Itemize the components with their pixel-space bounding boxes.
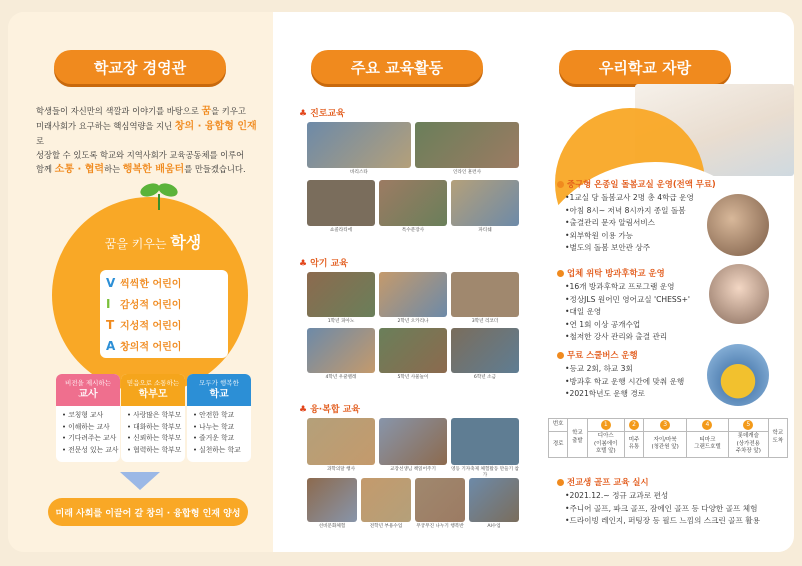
box-header [121, 374, 185, 406]
activity-photo [379, 180, 447, 226]
vita-text: 감성적 어린이 [120, 300, 182, 311]
list-item: • 등교 2회, 하교 3회 [565, 363, 684, 376]
box-item: • 코칭형 교사 [62, 411, 104, 419]
afterschool-list [565, 281, 690, 344]
golf-heading: 전교생 골프 교육 실시 [557, 476, 649, 488]
panel-principal-philosophy [8, 12, 273, 552]
activity-caption: 무궁무진 나누기 행복반 [416, 524, 464, 529]
vita-letter: V [106, 275, 116, 290]
vita-row [100, 335, 228, 356]
table-cell: 학교 도착 [768, 419, 787, 458]
panel2-title: 주요 교육활동 [311, 50, 483, 84]
list-item: • 방과후 학교 운행 시간에 맞춰 운행 [565, 376, 684, 389]
vita-letter: I [106, 296, 111, 311]
route-number: 3 [660, 420, 670, 430]
list-item: • 별도의 돌봄 보안관 상주 [565, 242, 694, 255]
table-cell: 학교 출발 [568, 419, 587, 458]
list-item: • 대일 운영 [565, 306, 690, 319]
panel3-title: 우리학교 자랑 [559, 50, 731, 84]
box-title: 학부모 [138, 389, 168, 400]
box-list [187, 406, 251, 456]
box-header [56, 374, 120, 406]
box-title: 학교 [209, 389, 229, 400]
activity-photo [451, 328, 519, 373]
goal-banner: 미래 사회를 이끌어 갈 창의 · 융합형 인재 양성 [48, 498, 248, 526]
circle-title: 꿈을 키우는 학생 [104, 233, 202, 252]
activity-caption: 6학년 소금 [473, 375, 497, 380]
activity-caption: 4학년 우쿨렐레 [325, 375, 357, 380]
table-cell [687, 419, 729, 432]
table-cell: 번호 [549, 419, 568, 432]
box-item: • 나누는 학교 [193, 422, 235, 431]
table-row [549, 419, 788, 432]
activity-caption: 2학년 오카리나 [397, 319, 429, 324]
vita-letter: A [106, 338, 116, 353]
list-item: • 2021.12.~ 정규 교과로 편성 [565, 490, 760, 503]
list-item: • 16개 방과후학교 프로그램 운영 [565, 281, 690, 294]
list-item: • 아침 8시~ 저녁 8시까지 종일 돌봄 [565, 205, 694, 218]
activity-caption: 전학년 부용수업 [369, 524, 403, 529]
vita-row [100, 293, 228, 314]
activity-photo [451, 180, 519, 226]
activity-photo [307, 122, 411, 168]
table-cell: 자이/마북 (청관원 앞) [644, 432, 687, 458]
route-number: 4 [702, 420, 712, 430]
list-item: • 드라이빙 레인지, 퍼팅장 등 필드 느낌의 스크린 골프 활용 [565, 515, 760, 528]
activity-photo [379, 418, 447, 465]
table-cell: 미주 유통 [624, 432, 643, 458]
list-item: • 연 1회 이상 공개수업 [565, 319, 690, 332]
route-number: 1 [601, 420, 611, 430]
activity-photo [307, 272, 375, 317]
sprout-icon [139, 180, 179, 210]
activity-photo [451, 272, 519, 317]
vita-list [100, 270, 228, 358]
community-box [121, 374, 185, 462]
activity-caption: 바리스타 [350, 170, 368, 175]
activity-photo [469, 478, 519, 522]
table-cell [728, 419, 768, 432]
community-box [187, 374, 251, 462]
box-item: • 신뢰하는 학부모 [127, 434, 182, 442]
box-item: • 협력하는 학부모 [127, 445, 182, 454]
activity-caption: 5학년 사물놀이 [397, 375, 429, 380]
activity-heading: ♣ 진로교육 [299, 106, 345, 119]
activity-photo [307, 328, 375, 373]
intro-text: 학생들이 자신만의 색깔과 이야기를 바탕으로 꿈을 키우고 미래사회가 요구하는 핵심역량을 지닌 창의 · 융합형 인재로 성장할 수 있도록 학교와 지역사회가 교육공동체를 이루어 함께 소통 · 협력하는 행복한 배움터를 만들겠습니다. [36, 106, 257, 175]
activity-caption: 인라인 훈련사 [452, 170, 482, 175]
activity-photo [307, 478, 357, 522]
vita-letter: T [106, 317, 115, 332]
box-header [187, 374, 251, 406]
brochure-frame [8, 12, 794, 552]
afterschool-heading: 업체 위탁 방과후학교 운영 [557, 267, 665, 279]
list-item: • 외부학원 이용 가능 [565, 230, 694, 243]
table-cell: 경로 [549, 432, 568, 458]
activity-photo [415, 478, 465, 522]
box-item: • 즐거운 학교 [193, 434, 235, 442]
activity-photo [379, 328, 447, 373]
bus-heading: 무료 스쿨버스 운행 [557, 349, 638, 361]
bus-photo [707, 344, 769, 406]
table-cell [644, 419, 687, 432]
care-photo [707, 194, 769, 256]
afterschool-photo [709, 264, 769, 324]
bus-route-table [548, 418, 788, 458]
panel-school-pride [535, 12, 794, 552]
box-item: • 사랑많은 학부모 [127, 411, 182, 419]
list-item: • 1교실 당 돌봄교사 2명 총 4학급 운영 [565, 192, 694, 205]
vita-text: 지성적 어린이 [120, 321, 182, 332]
box-list [121, 406, 185, 456]
vita-text: 씩씩한 어린이 [120, 279, 182, 290]
box-list [56, 406, 120, 456]
activity-photo [379, 272, 447, 317]
bus-list [565, 363, 684, 401]
vita-row [100, 314, 228, 335]
down-arrow-icon [120, 472, 160, 490]
box-title: 교사 [78, 389, 98, 400]
care-list [565, 192, 694, 255]
route-number: 2 [629, 420, 639, 430]
activity-caption: 3학년 리코더 [471, 319, 499, 324]
box-item: • 이해하는 교사 [62, 422, 110, 431]
care-heading: 중구형 온종일 돌봄교실 운영(전액 무료) [557, 178, 716, 190]
activity-caption: 특수분장사 [401, 228, 425, 233]
table-cell [587, 419, 624, 432]
activity-caption: AI수업 [487, 524, 501, 529]
activity-caption: 선비문화체험 [318, 524, 346, 529]
activity-photo [415, 122, 519, 168]
table-cell: 티마크 그랜드호텔 [687, 432, 729, 458]
table-cell: 디아스 (이봄에이 호텔 앞) [587, 432, 624, 458]
activity-caption: 파티쉐 [478, 228, 492, 233]
activity-photo [307, 418, 375, 465]
activity-caption: 영등 기자축제 체험활동 만들기 참가 [451, 467, 519, 478]
activity-caption: 쇼콜라티에 [329, 228, 353, 233]
activity-photo [361, 478, 411, 522]
list-item: • 철저한 강사 관리와 출결 관리 [565, 331, 690, 344]
list-item: • 2021학년도 운행 경로 [565, 388, 684, 401]
table-cell [624, 419, 643, 432]
community-box [56, 374, 120, 462]
list-item: • 출결관리 문자 알림서비스 [565, 217, 694, 230]
panel1-title: 학교장 경영관 [54, 50, 226, 84]
activity-photo [451, 418, 519, 465]
vita-text: 창의적 어린이 [120, 342, 182, 353]
activity-caption: 1학년 피아노 [327, 319, 355, 324]
route-number: 5 [743, 420, 753, 430]
box-item: • 대화하는 학부모 [127, 422, 182, 431]
activity-caption: 교장선생님 책읽어주기 [390, 467, 436, 472]
box-subtitle: 믿음으로 소통하는 [126, 379, 180, 387]
box-item: • 전문성 있는 교사 [62, 445, 119, 454]
vita-row [100, 272, 228, 293]
panel-main-activities [273, 12, 535, 552]
activity-caption: 과학의달 행사 [326, 467, 356, 472]
activity-heading: ♣ 융·복합 교육 [299, 402, 360, 415]
list-item: • 정상JLS 원어민 영어교실 'CHESS+' [565, 294, 690, 307]
table-cell: 롯데캐슬 (상가전용 주차장 앞) [728, 432, 768, 458]
activity-heading: ♣ 악기 교육 [299, 256, 348, 269]
golf-list [565, 490, 760, 528]
box-subtitle: 모두가 행복한 [199, 379, 239, 387]
box-item: • 안전한 학교 [193, 411, 235, 419]
list-item: • 주니어 골프, 파크 골프, 잠에인 골프 등 다양한 골프 체험 [565, 503, 760, 516]
activity-photo [307, 180, 375, 226]
box-subtitle: 비전을 제시하는 [64, 379, 112, 387]
box-item: • 기다려주는 교사 [62, 434, 117, 442]
box-item: • 실천하는 학교 [193, 445, 241, 454]
